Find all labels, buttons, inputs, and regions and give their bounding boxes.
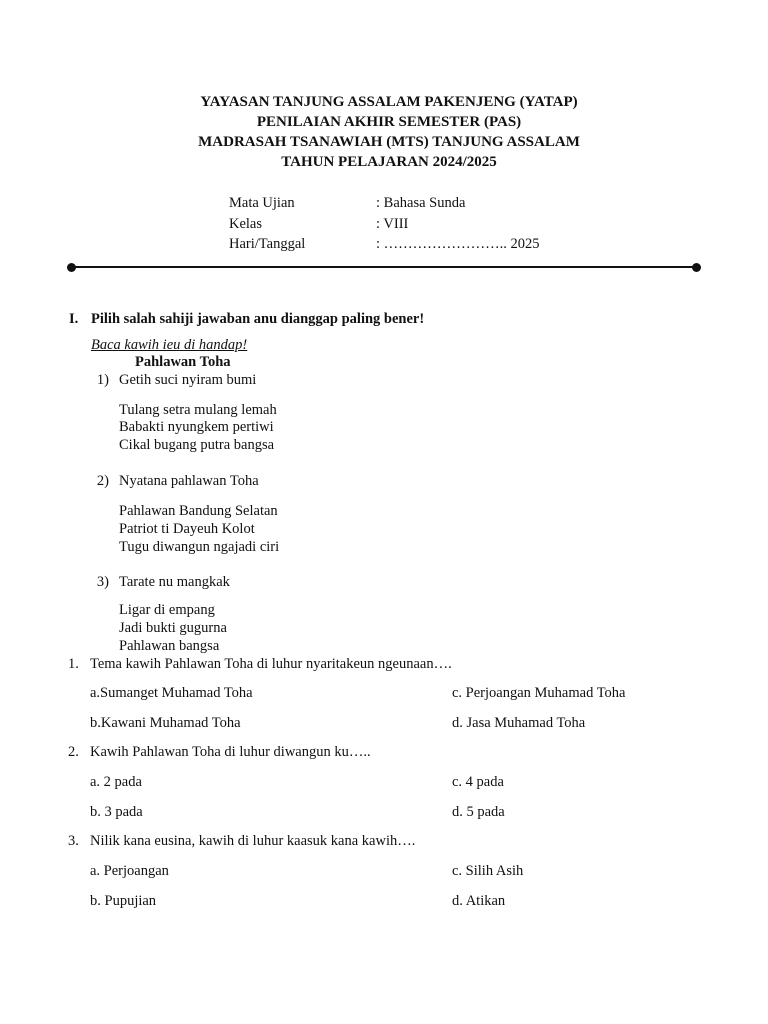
stanza-number: 2) [96,473,109,489]
option-d: d. 5 pada [452,804,505,820]
poem-line: Tugu diwangun ngajadi ciri [119,539,280,555]
header-divider [72,266,696,268]
meta-label-hari-tanggal: Hari/Tanggal [229,236,306,252]
option-a: a. Perjoangan [90,863,169,879]
header-line-madrasah: MADRASAH TSANAWIAH (MTS) TANJUNG ASSALAM [198,134,580,150]
option-a: a.Sumanget Muhamad Toha [90,685,253,701]
meta-label-kelas: Kelas [229,216,263,232]
header-line-yayasan: YAYASAN TANJUNG ASSALAM PAKENJENG (YATAP) [200,94,578,110]
option-c: c. Perjoangan Muhamad Toha [452,685,626,701]
question-number: 1. [68,656,79,672]
question-text: Nilik kana eusina, kawih di luhur kaasuk kana kawih…. [90,833,416,849]
poem-line: Pahlawan bangsa [119,638,220,654]
poem-line: Tulang setra mulang lemah [119,402,277,418]
option-d: d. Atikan [452,893,506,909]
poem-line: Patriot ti Dayeuh Kolot [119,521,255,537]
meta-value-hari-tanggal: : …………………….. 2025 [376,236,540,252]
option-b: b.Kawani Muhamad Toha [90,715,241,731]
poem-title: Pahlawan Toha [135,354,231,370]
poem-line: Babakti nyungkem pertiwi [119,419,274,435]
option-d: d. Jasa Muhamad Toha [452,715,586,731]
question-text: Kawih Pahlawan Toha di luhur diwangun ku….. [90,744,371,760]
poem-line: Nyatana pahlawan Toha [119,473,259,489]
poem-line: Getih suci nyiram bumi [119,372,257,388]
stanza-number: 3) [96,574,109,590]
poem-line: Jadi bukti gugurna [119,620,227,636]
poem-line: Ligar di empang [119,602,215,618]
section-number: I. [69,311,79,327]
option-a: a. 2 pada [90,774,142,790]
section-title: Pilih salah sahiji jawaban anu dianggap paling bener! [91,311,425,327]
section-instruction: Baca kawih ieu di handap! [91,337,248,353]
meta-label-mata-ujian: Mata Ujian [229,195,295,211]
question-number: 2. [68,744,79,760]
option-c: c. 4 pada [452,774,504,790]
question-number: 3. [68,833,79,849]
option-c: c. Silih Asih [452,863,524,879]
header-line-tahun: TAHUN PELAJARAN 2024/2025 [281,154,497,170]
stanza-number: 1) [96,372,109,388]
poem-line: Tarate nu mangkak [119,574,230,590]
poem-line: Cikal bugang putra bangsa [119,437,275,453]
divider-right-dot [692,263,701,272]
question-text: Tema kawih Pahlawan Toha di luhur nyaritakeun ngeunaan…. [90,656,452,672]
poem-line: Pahlawan Bandung Selatan [119,503,278,519]
option-b: b. 3 pada [90,804,143,820]
option-b: b. Pupujian [90,893,157,909]
divider-left-dot [67,263,76,272]
meta-value-kelas: : VIII [376,216,409,232]
meta-value-mata-ujian: : Bahasa Sunda [376,195,466,211]
header-line-pas: PENILAIAN AKHIR SEMESTER (PAS) [256,114,522,130]
